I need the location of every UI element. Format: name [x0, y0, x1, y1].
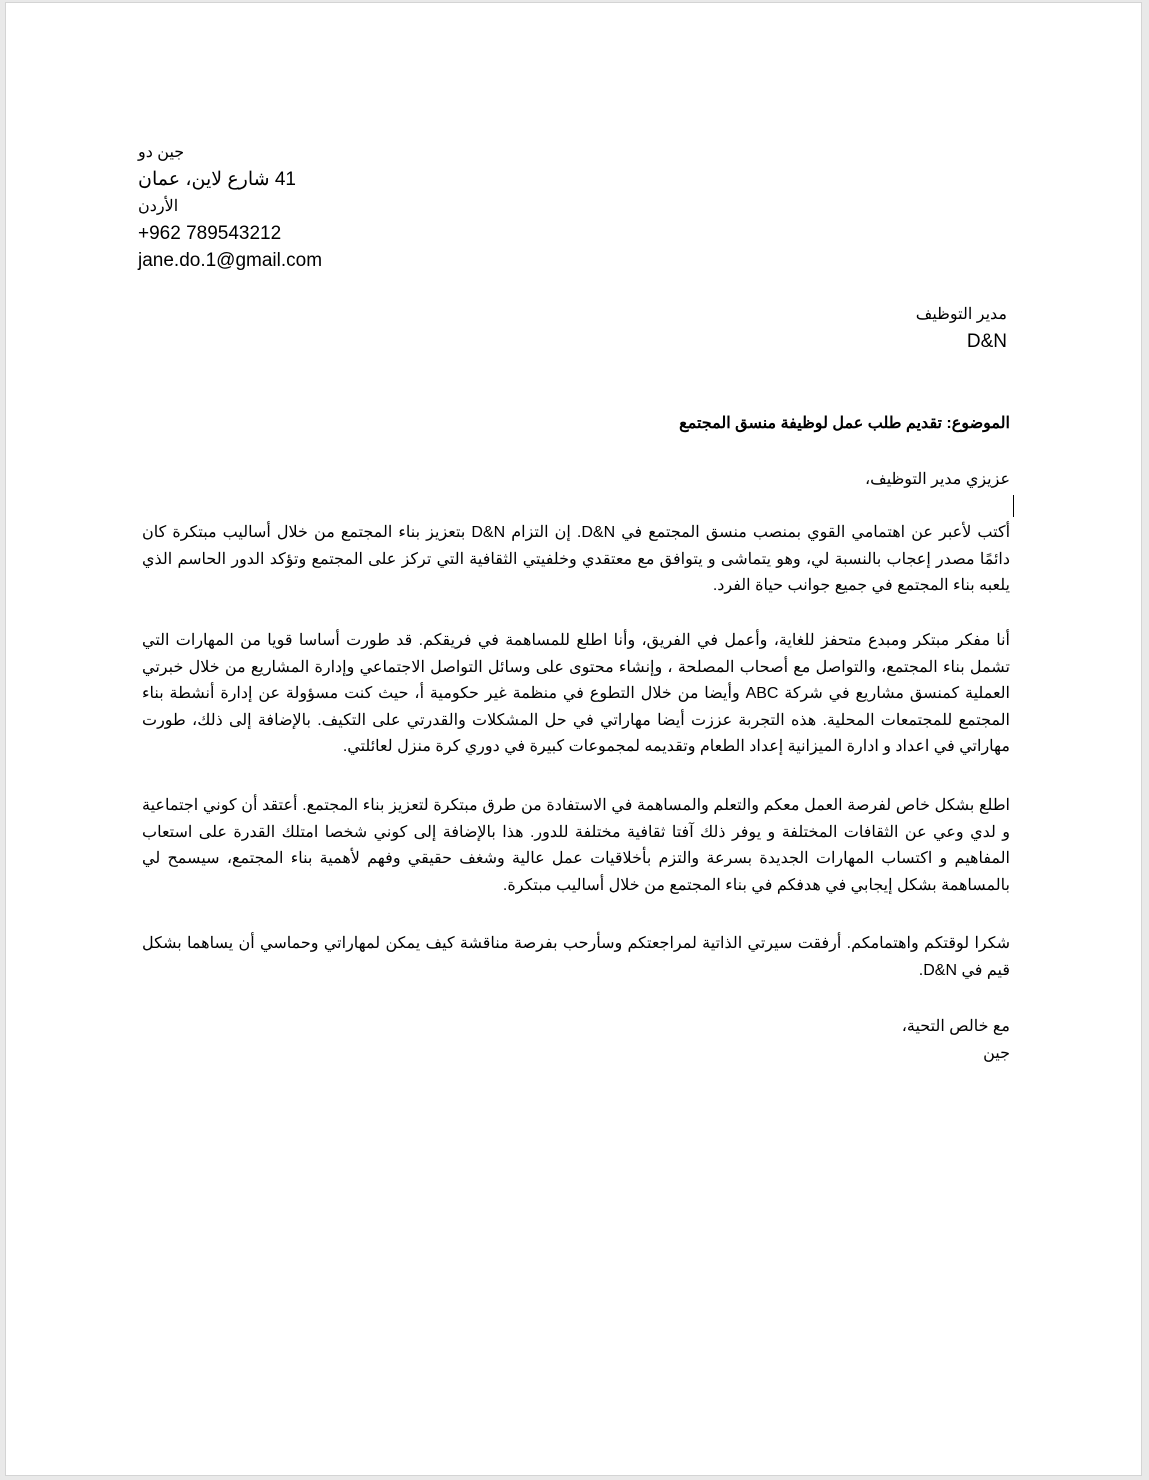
- document-page: [5, 2, 1142, 1476]
- paragraph-4: شكرا لوقتكم واهتمامكم. أرفقت سيرتي الذاتية لمراجعتكم وسأرحب بفرصة مناقشة كيف يمكن لمهاراتي وحماسي أن يساهما بشكل قيم في D&N.: [142, 935, 1010, 979]
- sender-name: جين دو: [138, 144, 185, 161]
- sender-phone: +962 789543212: [138, 223, 282, 244]
- recipient-company: D&N: [966, 331, 1007, 352]
- paragraph-1: أكتب لأعبر عن اهتمامي القوي بمنصب منسق المجتمع في D&N. إن التزام D&N بتعزيز بناء المجتمع من خلال أساليب مبتكرة كان دائمًا مصدر إعجاب بالنسبة لي، وهو يتماشى و يتوافق مع معتقدي وخلفيتي الثقافية التي تركز على المجتمع وتؤكد الدور الحاسم الذي يلعبه بناء المجتمع في جميع جوانب حياة الفرد.: [142, 524, 1011, 594]
- sign-off: مع خالص التحية،: [901, 1018, 1010, 1035]
- closing-block: [142, 1014, 1010, 1067]
- sender-block: [138, 139, 538, 274]
- recipient-block: [607, 301, 1007, 355]
- sender-address: 41 شارع لاين، عمان: [138, 169, 296, 190]
- paragraph-3: اطلع بشكل خاص لفرصة العمل معكم والتعلم والمساهمة في الاستفادة من طرق مبتكرة لتعزيز بناء المجتمع. أعتقد أن كوني اجتماعية و لدي وعي عن الثقافات المختلفة و يوفر ذلك آفتا ثقافية مختلفة للدور. هذا بالإضافة إلى كوني شخصا امتلك القدرة على استعاب المفاهيم و اكتساب المهارات الجديدة بسرعة والتزم بأخلاقيات عمل عالية وشغف حقيقي وفهم لأهمية بناء المجتمع، سيسمح لي بالمساهمة بشكل إيجابي في هدفكم في بناء المجتمع من خلال أساليب مبتكرة.: [142, 797, 1011, 894]
- text-cursor: [1013, 495, 1014, 517]
- paragraph-2: أنا مفكر مبتكر ومبدع متحفز للغاية، وأعمل في الفريق، وأنا اطلع للمساهمة في فريقكم. قد طورت أساسا قويا من المهارات التي تشمل بناء المجتمع، والتواصل مع أصحاب المصلحة ، وإنشاء محتوى على وسائل التواصل الاجتماعي وإدارة المشاريع من خلال خبرتي العملية كمنسق مشاريع في شركة ABC وأيضا من خلال التطوع في منظمة غير حكومية أ، حيث كنت مسؤولة عن إدارة أنشطة بناء المجتمع للمجتمعات المحلية. هذه التجربة عززت أيضا مهاراتي في حل المشكلات والقدرتي على التكيف. بالإضافة إلى ذلك، طورت مهاراتي في اعداد و ادارة الميزانية إعداد الطعام وتقديمه لمجموعات كبيرة في دوري كرة منزل لعائلتي.: [142, 632, 1011, 755]
- sender-country: الأردن: [138, 198, 179, 215]
- sender-email: jane.do.1@gmail.com: [138, 250, 323, 271]
- recipient-title: مدير التوظيف: [915, 306, 1007, 323]
- letter-greeting: عزيزي مدير التوظيف،: [864, 471, 1010, 488]
- letter-subject: الموضوع: تقديم طلب عمل لوظيفة منسق المجتمع: [679, 415, 1010, 432]
- signature: جين: [983, 1044, 1010, 1062]
